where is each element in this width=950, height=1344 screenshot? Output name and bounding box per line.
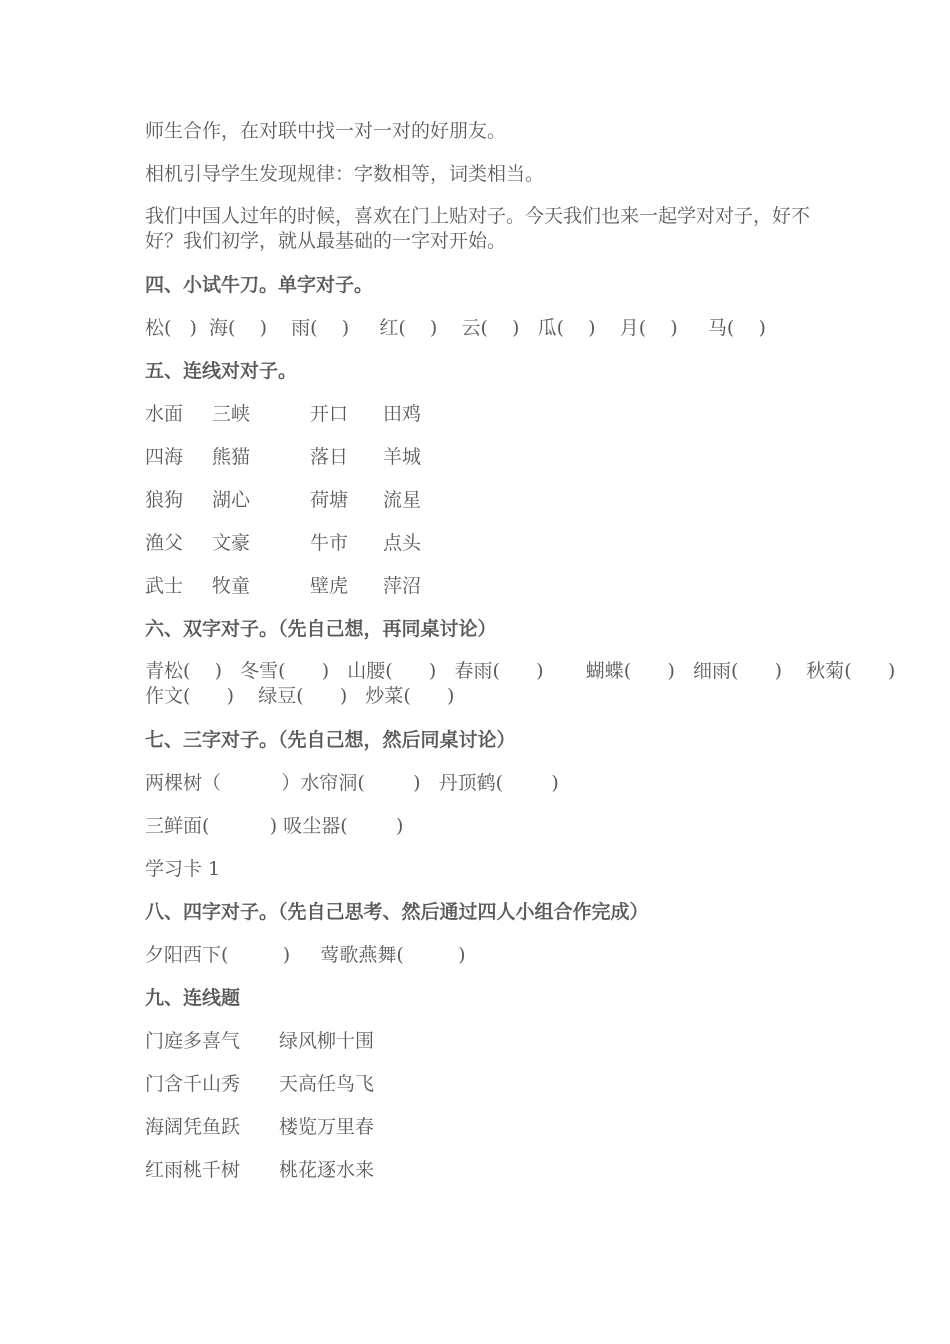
cell: 牛市 bbox=[310, 532, 349, 554]
cell: 羊城 bbox=[383, 446, 422, 468]
section-heading-7: 七、三字对子。（先自己想，然后同桌讨论） bbox=[145, 729, 516, 751]
cell: 熊猫 bbox=[212, 446, 251, 468]
matching-row bbox=[145, 444, 825, 470]
cell: 门含千山秀 bbox=[145, 1073, 241, 1095]
four-char-items: 夕阳西下( ) 莺歌燕舞( ) bbox=[145, 944, 466, 966]
items-line: 青松( ) 冬雪( ) 山腰( ) 春雨( ) 蝴蝶( ) 细雨( ) 秋菊( ) bbox=[145, 660, 896, 682]
cell: 牧童 bbox=[212, 575, 251, 597]
three-char-items: 三鲜面( ) 吸尘器( ) bbox=[145, 815, 404, 837]
text-line: 师生合作，在对联中找一对一对的好朋友。 bbox=[145, 120, 507, 142]
study-card-label: 学习卡 1 bbox=[145, 858, 221, 880]
cell: 狼狗 bbox=[145, 489, 184, 511]
cell: 桃花逐水来 bbox=[279, 1159, 375, 1181]
cell: 楼览万里春 bbox=[279, 1116, 375, 1138]
matching-row bbox=[145, 1071, 825, 1097]
three-char-items: 两棵树（ ）水帘洞( ) 丹顶鹤( ) bbox=[145, 772, 559, 794]
matching-table-5 bbox=[145, 401, 825, 599]
cell: 壁虎 bbox=[310, 575, 349, 597]
section-heading-5: 五、连线对对子。 bbox=[145, 360, 298, 382]
cell: 萍沼 bbox=[383, 575, 422, 597]
cell: 荷塘 bbox=[310, 489, 349, 511]
document-page bbox=[145, 118, 896, 1200]
single-char-items: 松( ) 海( ) 雨( ) 红( ) 云( ) 瓜( ) 月( ) 马( ) bbox=[145, 317, 766, 339]
matching-row bbox=[145, 1114, 825, 1140]
matching-row bbox=[145, 530, 825, 556]
text-paragraph: 我们中国人过年的时候，喜欢在门上贴对子。今天我们也来一起学对对子，好不好？我们初学，就从最基础的一字对开始。 bbox=[145, 205, 811, 252]
matching-table-9 bbox=[145, 1028, 825, 1183]
cell: 文豪 bbox=[212, 532, 251, 554]
matching-row bbox=[145, 487, 825, 513]
text-line: 相机引导学生发现规律：字数相等，词类相当。 bbox=[145, 163, 545, 185]
section-heading-8: 八、四字对子。（先自己思考、然后通过四人小组合作完成） bbox=[145, 901, 649, 923]
cell: 水面 bbox=[145, 403, 184, 425]
matching-row bbox=[145, 1157, 825, 1183]
cell: 开口 bbox=[310, 403, 349, 425]
cell: 门庭多喜气 bbox=[145, 1030, 241, 1052]
section-heading-6: 六、双字对子。（先自己想，再同桌讨论） bbox=[145, 618, 497, 640]
matching-row bbox=[145, 573, 825, 599]
cell: 天高任鸟飞 bbox=[279, 1073, 375, 1095]
cell: 武士 bbox=[145, 575, 184, 597]
cell: 落日 bbox=[310, 446, 349, 468]
cell: 绿风柳十围 bbox=[279, 1030, 375, 1052]
matching-row bbox=[145, 401, 825, 427]
section-heading-9: 九、连线题 bbox=[145, 987, 241, 1009]
section-heading-4: 四、小试牛刀。单字对子。 bbox=[145, 274, 374, 296]
cell: 红雨桃千树 bbox=[145, 1159, 241, 1181]
cell: 湖心 bbox=[212, 489, 251, 511]
cell: 点头 bbox=[383, 532, 422, 554]
cell: 渔父 bbox=[145, 532, 184, 554]
cell: 三峡 bbox=[212, 403, 251, 425]
cell: 海阔凭鱼跃 bbox=[145, 1116, 241, 1138]
cell: 四海 bbox=[145, 446, 184, 468]
two-char-items bbox=[145, 659, 896, 709]
items-line: 作文( ) 绿豆( ) 炒菜( ) bbox=[145, 685, 455, 707]
cell: 流星 bbox=[383, 489, 422, 511]
matching-row bbox=[145, 1028, 825, 1054]
cell: 田鸡 bbox=[383, 403, 422, 425]
